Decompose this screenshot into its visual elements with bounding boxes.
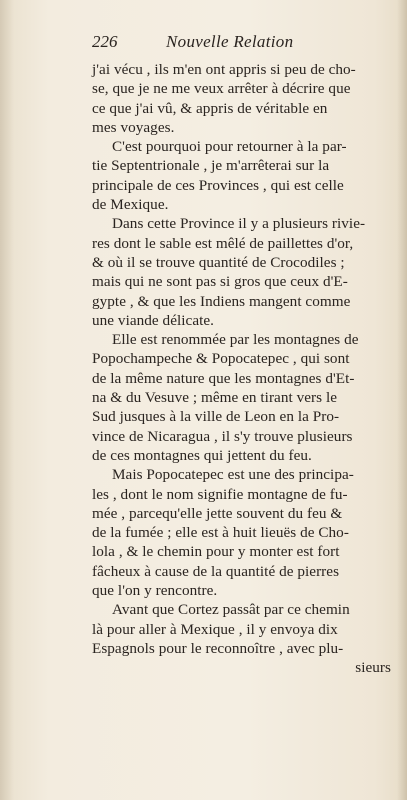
- text-line: principale de ces Provinces , qui est celle: [92, 176, 344, 194]
- text-line: de la même nature que les montagnes d'Et-: [92, 369, 355, 387]
- text-line: C'est pourquoi pour retourner à la par-: [112, 138, 347, 156]
- page-edge-shadow: [397, 0, 407, 800]
- text-line: Mais Popocatepec est une des principa-: [112, 466, 354, 484]
- running-title: Nouvelle Relation: [166, 32, 294, 51]
- text-line: de la fumée ; elle est à huit lieuës de Cho-: [92, 524, 349, 542]
- text-line: ce que j'ai vû, & appris de véritable en: [92, 99, 328, 117]
- text-line: une viande délicate.: [92, 311, 215, 329]
- text-line: Elle est renommée par les montagnes de: [112, 331, 359, 349]
- text-line: se, que je ne me veux arrêter à décrire que: [92, 80, 351, 98]
- text-line: Espagnols pour le reconnoître , avec plu-: [92, 639, 344, 657]
- text-line: là pour aller à Mexique , il y envoya dix: [92, 620, 338, 638]
- page-number: 226: [92, 32, 118, 51]
- text-line: que l'on y rencontre.: [92, 582, 218, 600]
- running-head: [92, 32, 389, 54]
- text-line: les , dont le nom signifie montagne de fu-: [92, 485, 348, 503]
- text-line: fâcheux à cause de la quantité de pierres: [92, 562, 340, 580]
- text-line: Dans cette Province il y a plusieurs rivie-: [112, 215, 366, 233]
- text-line: mée , parcequ'elle jette souvent du feu &: [92, 504, 343, 522]
- text-line: mais qui ne sont pas si gros que ceux d'E-: [92, 273, 348, 291]
- text-line: res dont le sable est mêlé de paillettes d'or,: [92, 234, 354, 252]
- text-line: j'ai vécu , ils m'en ont appris si peu de cho-: [92, 61, 356, 78]
- catchword: sieurs: [355, 659, 391, 677]
- body-text: [92, 60, 397, 678]
- text-line: Sud jusques à la ville de Leon en la Pro-: [92, 408, 340, 426]
- text-line: vince de Nicaragua , il s'y trouve plusieurs: [92, 427, 353, 445]
- text-line: Popochampeche & Popocatepec , qui sont: [92, 350, 350, 368]
- text-line: de ces montagnes qui jettent du feu.: [92, 446, 312, 464]
- text-line: na & du Vesuve ; même en tirant vers le: [92, 389, 338, 407]
- text-line: lola , & le chemin pour y monter est fort: [92, 543, 340, 561]
- text-line: & où il se trouve quantité de Crocodiles ;: [92, 253, 345, 271]
- text-line: gypte , & que les Indiens mangent comme: [92, 292, 351, 310]
- text-line: Avant que Cortez passât par ce chemin: [112, 601, 350, 619]
- text-line: de Mexique.: [92, 196, 169, 214]
- spine-shadow: [0, 0, 14, 800]
- text-line: tie Septentrionale , je m'arrêterai sur la: [92, 157, 330, 175]
- text-line: mes voyages.: [92, 118, 175, 136]
